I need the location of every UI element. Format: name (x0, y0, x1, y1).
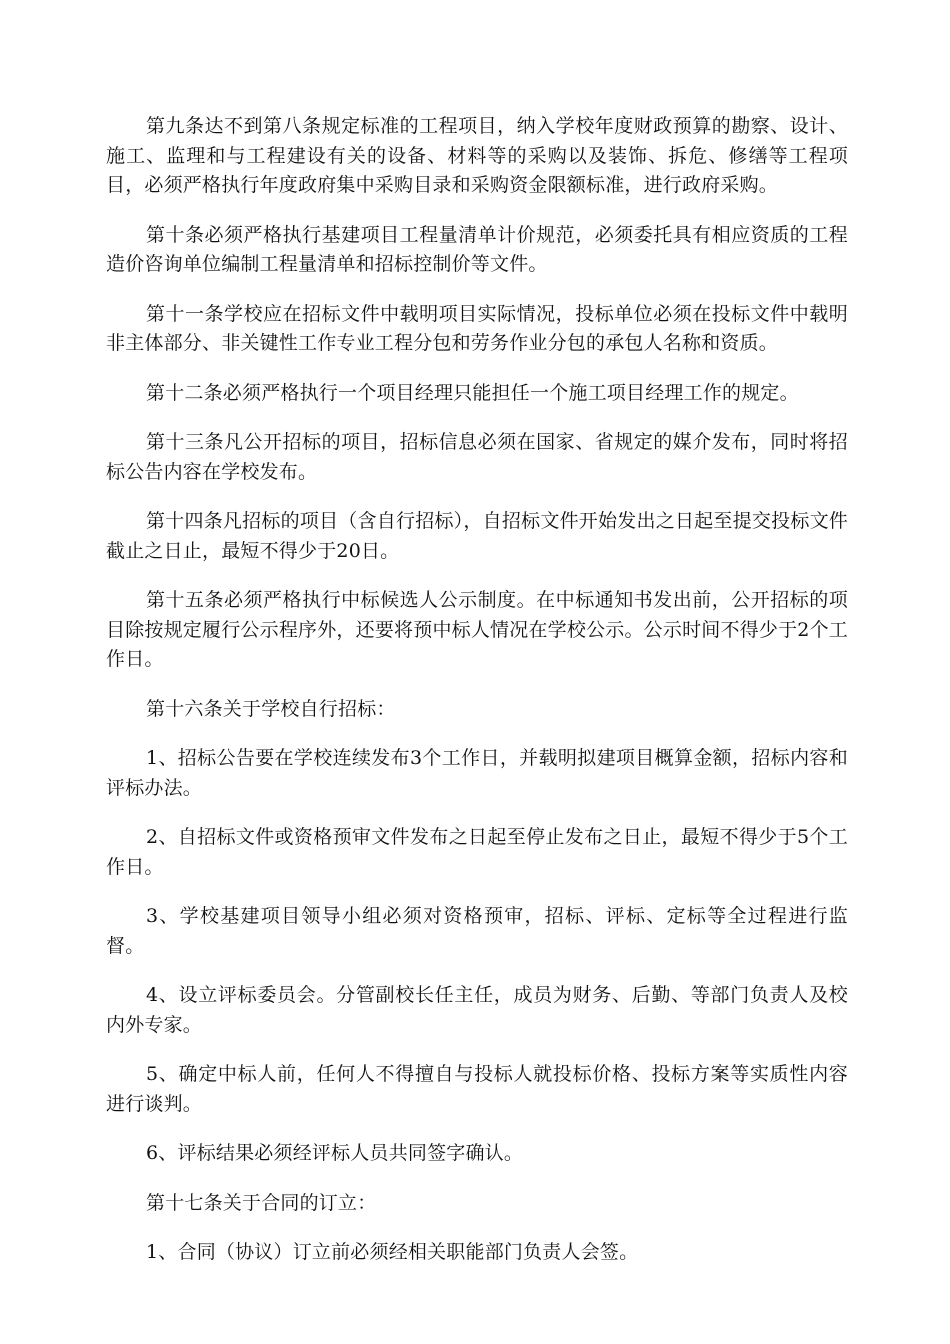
paragraph-article-16-item-2: 2、自招标文件或资格预审文件发布之日起至停止发布之日止，最短不得少于5个工作日。 (106, 826, 848, 878)
paragraph-article-16-item-3: 3、学校基建项目领导小组必须对资格预审，招标、评标、定标等全过程进行监督。 (106, 905, 848, 957)
paragraph-article-9: 第九条达不到第八条规定标准的工程项目，纳入学校年度财政预算的勘察、设计、施工、监理和与工程建设有关的设备、材料等的采购以及装饰、拆危、修缮等工程项目，必须严格执行年度政府集中采购目录和采购资金限额标准，进行政府采购。 (106, 115, 848, 196)
paragraph-article-13: 第十三条凡公开招标的项目，招标信息必须在国家、省规定的媒介发布，同时将招标公告内容在学校发布。 (106, 431, 848, 483)
paragraph-article-16: 第十六条关于学校自行招标： (146, 697, 396, 720)
paragraph-article-12: 第十二条必须严格执行一个项目经理只能担任一个施工项目经理工作的规定。 (146, 381, 799, 404)
paragraph-article-11: 第十一条学校应在招标文件中载明项目实际情况，投标单位必须在投标文件中载明非主体部分、非关键性工作专业工程分包和劳务作业分包的承包人名称和资质。 (106, 302, 848, 354)
paragraph-article-16-item-5: 5、确定中标人前，任何人不得擅自与投标人就投标价格、投标方案等实质性内容进行谈判。 (106, 1063, 848, 1115)
paragraph-article-15: 第十五条必须严格执行中标候选人公示制度。在中标通知书发出前，公开招标的项目除按规定履行公示程序外，还要将预中标人情况在学校公示。公示时间不得少于2个工作日。 (106, 589, 848, 670)
paragraph-article-17-item-1: 1、合同（协议）订立前必须经相关职能部门负责人会签。 (146, 1241, 639, 1263)
document-body (106, 112, 848, 1288)
paragraph-article-16-item-1: 1、招标公告要在学校连续发布3个工作日，并载明拟建项目概算金额，招标内容和评标办法。 (106, 747, 848, 799)
paragraph-article-14: 第十四条凡招标的项目（含自行招标），自招标文件开始发出之日起至提交投标文件截止之日止，最短不得少于20日。 (106, 510, 848, 562)
paragraph-article-16-item-4: 4、设立评标委员会。分管副校长任主任，成员为财务、后勤、等部门负责人及校内外专家。 (106, 984, 848, 1036)
paragraph-article-16-item-6: 6、评标结果必须经评标人员共同签字确认。 (146, 1142, 524, 1164)
paragraph-article-17: 第十七条关于合同的订立： (146, 1191, 377, 1214)
paragraph-article-10: 第十条必须严格执行基建项目工程量清单计价规范，必须委托具有相应资质的工程造价咨询单位编制工程量清单和招标控制价等文件。 (106, 223, 848, 275)
